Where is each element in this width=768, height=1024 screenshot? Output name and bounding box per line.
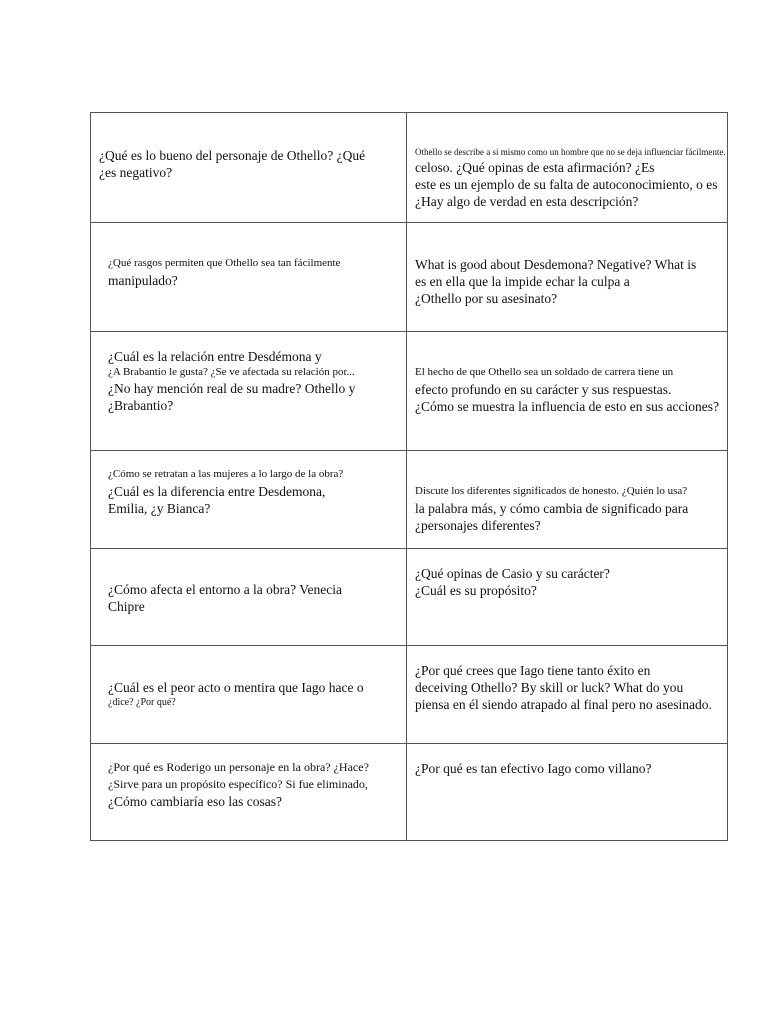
question-cell-right <box>407 113 728 222</box>
text-line: ¿Qué es lo bueno del personaje de Othello? ¿Qué <box>99 148 366 163</box>
text-line: ¿Cómo afecta el entorno a la obra? Venecia <box>108 582 343 597</box>
question-cell-right <box>407 223 728 331</box>
table-row <box>91 113 728 223</box>
text-line: efecto profundo en su carácter y sus respuestas. <box>415 382 672 397</box>
table-row <box>91 332 728 451</box>
question-cell-right <box>407 451 728 548</box>
text-line: ¿personajes diferentes? <box>415 518 541 533</box>
text-line: ¿No hay mención real de su madre? Othello y <box>108 381 356 396</box>
text-line: ¿Hay algo de verdad en esta descripción? <box>415 194 639 209</box>
text-line: ¿Cuál es la relación entre Desdémona y <box>108 349 322 364</box>
question-cell-left <box>91 646 407 743</box>
question-cell-left <box>91 549 407 645</box>
discussion-questions-table <box>90 112 728 841</box>
text-line: ¿Brabantio? <box>108 398 174 413</box>
text-line: ¿Cuál es su propósito? <box>415 583 537 598</box>
question-cell-left <box>91 744 407 840</box>
text-line: ¿Qué rasgos permiten que Othello sea tan fácilmente <box>108 257 341 269</box>
question-cell-left <box>91 451 407 548</box>
table-row <box>91 451 728 549</box>
text-line: ¿Por qué es Roderigo un personaje en la obra? ¿Hace? <box>108 760 369 774</box>
text-line: ¿Cuál es el peor acto o mentira que Iago hace o <box>108 680 364 695</box>
text-line: deceiving Othello? By skill or luck? What do you <box>415 680 684 695</box>
text-line: ¿Cómo cambiaría eso las cosas? <box>108 794 282 809</box>
question-cell-right <box>407 646 728 743</box>
question-cell-right <box>407 744 728 840</box>
text-line: Emilia, ¿y Bianca? <box>108 501 211 516</box>
text-line: What is good about Desdemona? Negative? What is <box>415 257 697 272</box>
text-line: es en ella que la impide echar la culpa a <box>415 274 630 289</box>
text-line: piensa en él siendo atrapado al final pero no asesinado. <box>415 697 712 712</box>
text-line: este es un ejemplo de su falta de autoconocimiento, o es <box>415 177 718 192</box>
text-line: ¿Qué opinas de Casio y su carácter? <box>415 566 610 581</box>
text-line: El hecho de que Othello sea un soldado de carrera tiene un <box>415 366 674 378</box>
text-line: ¿Cuál es la diferencia entre Desdemona, <box>108 484 326 499</box>
question-cell-left <box>91 113 407 222</box>
text-line: ¿es negativo? <box>99 165 173 180</box>
text-line: ¿Por qué crees que Iago tiene tanto éxito en <box>415 663 651 678</box>
table-row <box>91 744 728 841</box>
text-line: Chipre <box>108 599 145 614</box>
table-row <box>91 549 728 646</box>
question-cell-right <box>407 332 728 450</box>
text-line: la palabra más, y cómo cambia de significado para <box>415 501 689 516</box>
text-line: ¿Othello por su asesinato? <box>415 291 558 306</box>
question-cell-right <box>407 549 728 645</box>
question-cell-left <box>91 223 407 331</box>
text-line: ¿dice? ¿Por qué? <box>108 697 176 708</box>
text-line: Othello se describe a sí mismo como un hombre que no se deja influenciar fácilmente. <box>415 147 726 157</box>
text-line: ¿A Brabantio le gusta? ¿Se ve afectada su relación por... <box>108 366 355 378</box>
table-row <box>91 646 728 744</box>
text-line: celoso. ¿Qué opinas de esta afirmación? ¿Es <box>415 160 655 175</box>
text-line: ¿Sirve para un propósito específico? Si fue eliminado, <box>108 777 368 791</box>
text-line: ¿Cómo se retratan a las mujeres a lo largo de la obra? <box>108 468 344 480</box>
text-line: ¿Por qué es tan efectivo Iago como villano? <box>415 761 652 776</box>
table-row <box>91 223 728 332</box>
text-line: manipulado? <box>108 273 178 288</box>
text-line: Discute los diferentes significados de honesto. ¿Quién lo usa? <box>415 485 688 497</box>
text-line: ¿Cómo se muestra la influencia de esto en sus acciones? <box>415 399 720 414</box>
question-cell-left <box>91 332 407 450</box>
